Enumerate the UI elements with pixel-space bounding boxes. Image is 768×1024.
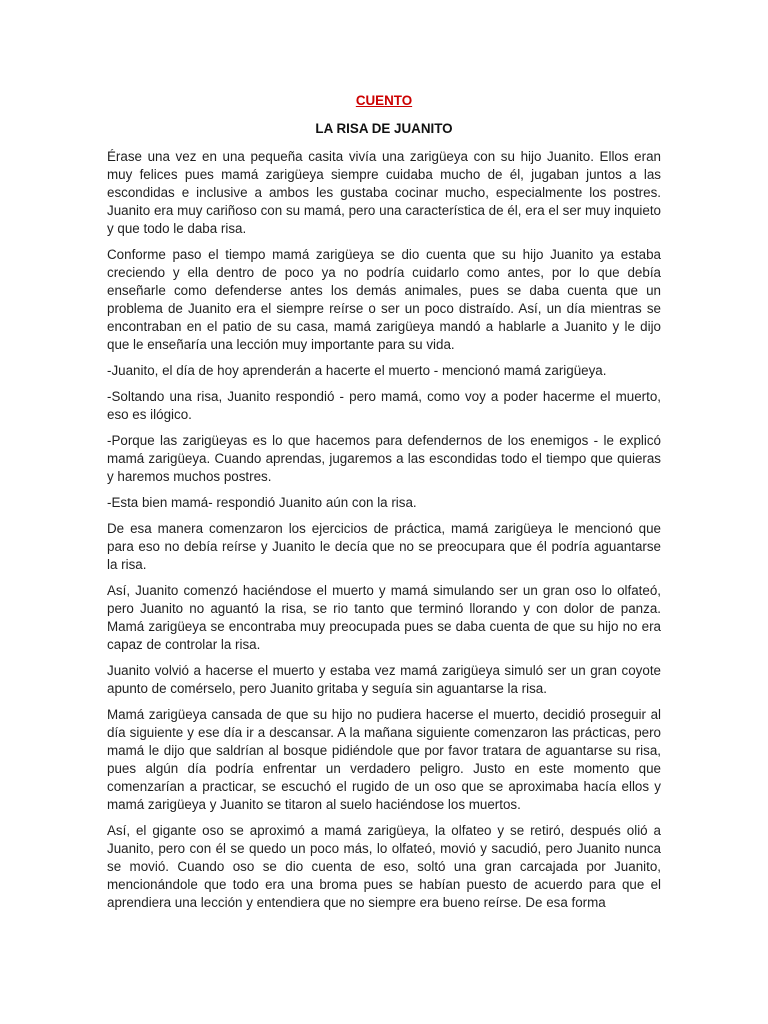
paragraph: -Juanito, el día de hoy aprenderán a hacerte el muerto - mencionó mamá zarigüeya.: [107, 363, 607, 378]
paragraph: -Esta bien mamá- respondió Juanito aún con la risa.: [107, 495, 417, 510]
document-page: [107, 92, 661, 920]
document-heading: CUENTO: [355, 93, 413, 108]
paragraph: Conforme paso el tiempo mamá zarigüeya se dio cuenta que su hijo Juanito ya estaba creciendo y ella dentro de poco ya no podría cuidarlo como antes, por lo que debía enseñarle como defenderse antes los demás animales, pues se daba cuenta que un problema de Juanito era el siempre reírse o ser un poco distraído. Así, un día mientras se encontraban en el patio de su casa, mamá zarigüeya mandó a hablarle a Juanito y le dijo que le enseñaría una lección muy importante para su vida.: [107, 247, 661, 352]
paragraph: De esa manera comenzaron los ejercicios de práctica, mamá zarigüeya le mencionó que para eso no debía reírse y Juanito le decía que no se preocupara que él podría aguantarse la risa.: [107, 521, 661, 572]
paragraph: Así, Juanito comenzó haciéndose el muerto y mamá simulando ser un gran oso lo olfateó, pero Juanito no aguantó la risa, se rio tanto que terminó llorando y con dolor de panza. Mamá zarigüeya se encontraba muy preocupada pues se daba cuenta de que su hijo no era capaz de controlar la risa.: [107, 583, 661, 652]
paragraph: -Porque las zarigüeyas es lo que hacemos para defendernos de los enemigos - le explicó mamá zarigüeya. Cuando aprendas, jugaremos a las escondidas todo el tiempo que quieras y haremos muchos postres.: [107, 433, 661, 484]
paragraph: -Soltando una risa, Juanito respondió - pero mamá, como voy a poder hacerme el muerto, eso es ilógico.: [107, 389, 661, 422]
story-title: LA RISA DE JUANITO: [315, 121, 453, 136]
paragraph: Juanito volvió a hacerse el muerto y estaba vez mamá zarigüeya simuló ser un gran coyote apunto de comérselo, pero Juanito gritaba y seguía sin aguantarse la risa.: [107, 663, 661, 696]
paragraph: Mamá zarigüeya cansada de que su hijo no pudiera hacerse el muerto, decidió proseguir al día siguiente y ese día ir a descansar. A la mañana siguiente comenzaron las prácticas, pero mamá le dijo que saldrían al bosque pidiéndole que por favor tratara de aguantarse su risa, pues algún día podría enfrentar un verdadero peligro. Justo en este momento que comenzarían a practicar, se escuchó el rugido de un oso que se aproximaba hacía ellos y mamá zarigüeya y Juanito se titaron al suelo haciéndose los muertos.: [107, 707, 661, 812]
paragraph: Érase una vez en una pequeña casita vivía una zarigüeya con su hijo Juanito. Ellos eran muy felices pues mamá zarigüeya siempre cuidaba mucho de él, jugaban juntos a las escondidas e inclusive a ambos les gustaba cocinar mucho, especialmente los postres. Juanito era muy cariñoso con su mamá, pero una característica de él, era el ser muy inquieto y que todo le daba risa.: [107, 149, 661, 236]
paragraph: Así, el gigante oso se aproximó a mamá zarigüeya, la olfateo y se retiró, después olió a Juanito, pero con él se quedo un poco más, lo olfateó, movió y sacudió, pero Juanito nunca se movió. Cuando oso se dio cuenta de eso, soltó una gran carcajada por Juanito, mencionándole que todo era una broma pues se habían puesto de acuerdo para que el aprendiera una lección y entendiera que no siempre era bueno reírse. De esa forma: [107, 823, 661, 910]
